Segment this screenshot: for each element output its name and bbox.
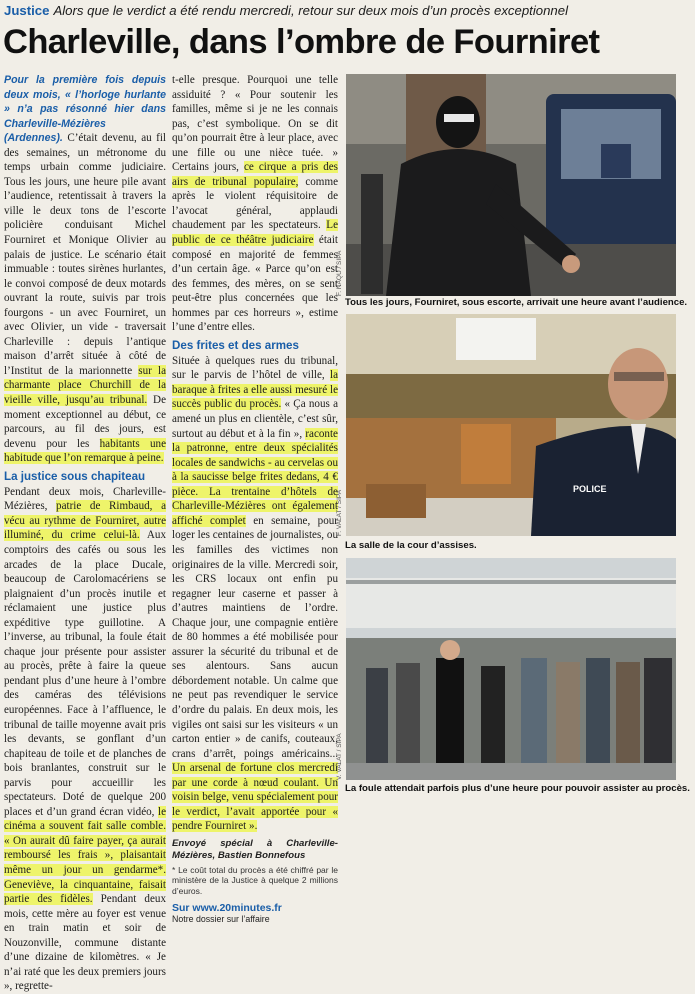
highlighted-text: sur la charmante place Churchill de la vieille ville, jusqu’au tribunal. xyxy=(4,364,166,407)
article-column-1 xyxy=(4,73,167,993)
body-text: en semaine, pour loger les centaines de journalistes, ou les familles des victimes non originaires de la ville. Mercredi soir, les CRS locaux ont enfin pu regagner leur caserne et passer à d’autres maintiens de l’ordre. Chaque jour, une compagnie entière de 80 hommes a été mobilisée pour assurer la sécurité du tribunal et de ses alentours. Sans aucun débordement notable. Un calme que ne peut pas revendiquer le service d’ordre du palais. En deux mois, les vigiles ont saisi sur les visiteurs « un carton entier » de canifs, couteaux, crans d’arrêt, poings américains... xyxy=(172,514,338,760)
subheading-chapiteau: La justice sous chapiteau xyxy=(4,469,146,483)
photo-caption-courtroom: La salle de la cour d’assises. xyxy=(345,540,477,551)
body-text: Pendant deux mois, cette mère au foyer est venue en train matin et soir de Nouzonville, commune distante d’une dizaine de kilomètres. « Je n’ai raté que les deux premiers jours », regrette- xyxy=(4,893,167,993)
photo-credit: F. VALAT / SIPA xyxy=(336,489,343,536)
body-text: t-elle presque. Pourquoi une telle assiduité ? « Pour soutenir les familles, même si je ne les connais pas, c’est symbolique. On se dit qu’on pourrait être à leur place, avec une fille ou une nièce tuée. » Certains jours, xyxy=(172,74,338,174)
highlighted-text: Le public de ce théâtre judiciaire xyxy=(172,219,338,247)
article-column-2 xyxy=(172,73,338,925)
body-text: « Ça nous a amené un plus en clientèle, c’est sûr, surtout au début et à la fin », xyxy=(172,398,338,440)
highlighted-text: le cinéma a souvent fait salle comble. « On aurait dû faire payer, ça aurait remboursé les frais », plaisantait même un jour un gendarme*. Geneviève, la cinquantaine, faisait partie des fidèles. xyxy=(4,805,166,906)
highlighted-text: habitants une habitude que l’on remarque à peine. xyxy=(4,437,167,465)
web-link-subtitle: Notre dossier sur l’affaire xyxy=(172,914,270,925)
photo-courtroom xyxy=(346,314,676,536)
highlighted-text: ce cirque a pris des airs de tribunal populaire, xyxy=(172,161,338,188)
body-text: était composé en majorité de femmes d’un certain âge. « Parce qu’on est des femmes, des mères, on se sent peut-être plus concernées que les hommes par ces horreurs », estime l’une d’entre elles. xyxy=(172,234,338,334)
body-text: Aux comptoirs des cafés ou sous les arcades de la place Ducale, beaucoup de Carolomacériens se plaignaient d’un procès inutile et réclamaient une justice plus expéditive type guillotine. A l’inverse, au tribunal, la foule était chaque jour présente pour assister au procès, prête à faire la queue pendant plus d’une heure à l’ombre des caméras des télévisions européennes. Face à l’affluence, le tribunal de taille moyenne avait pris les devants, se gonflant d’un chapiteau de toile et de planches de bois branlantes, construit sur le parvis pour accueillir les spectateurs. Doté de quelque 200 places et d’un grand écran vidéo, xyxy=(4,529,166,818)
kicker-line xyxy=(4,1,691,21)
highlighted-text: patrie de Rimbaud, a vécu au rythme de Fourniret, autre illuminé, du crime celui-là. xyxy=(4,500,166,542)
photo-credit: V. VALAT / SIPA xyxy=(336,733,343,780)
subheading-frites: Des frites et des armes xyxy=(172,338,299,352)
byline: Envoyé spécial à Charleville-Mézières, Bastien Bonnefous xyxy=(172,837,338,861)
web-link[interactable]: Sur www.20minutes.fr xyxy=(172,902,282,915)
body-text: Située à quelques rues du tribunal, sur le parvis de l’hôtel de ville, xyxy=(172,354,338,382)
highlighted-text: la baraque à frites a elle aussi mesuré le succès public du procès. xyxy=(172,369,338,411)
kicker-text: Alors que le verdict a été rendu mercredi, retour sur deux mois d’un procès exceptionnel xyxy=(53,3,569,18)
lead-paragraph: Pour la première fois depuis deux mois, « l’horloge hurlante » n’a pas résonné hier dans Charleville-Mézières (Ardennes). xyxy=(4,74,166,145)
footnote: * Le coût total du procès a été chiffré par le ministère de la Justice à quelque 2 millions d’euros. xyxy=(172,864,338,896)
highlighted-text: raconte la patronne, entre deux spécialités locales de sandwichs - au cervelas ou à la saucisse belge frites dedans, 4 € pièce. La trentaine d’hôtels de Charleville-Mézières ont également affiché complet xyxy=(172,427,338,527)
photo-credit: F. NAQU / SIPA xyxy=(336,250,343,296)
body-text: De moment exceptionnel au début, ce parcours, au fil des jours, est devenu pour les xyxy=(4,394,166,450)
body-text: C’était devenu, au fil des semaines, un métronome du temps urbain comme judiciaire. Tous les jours, une heure pile avant l’audience, retentissait à travers la ville le deux tons de l’escorte policière conduisant Michel Fourniret et Monique Olivier au palais de justice. Le scénario était immuable : toutes sirènes hurlantes, le convoi composé de deux motards ouvrant la route, suivis par trois fourgons - un avec Fourniret, un avec Olivier, un vide - traversait Charleville : depuis l’antique maison d’arrêt située à côté de l’Institut de la marionnette xyxy=(4,132,166,377)
section-label: Justice xyxy=(4,3,50,18)
photo-caption-escort: Tous les jours, Fourniret, sous escorte, arrivait une heure avant l’audience. xyxy=(345,297,688,308)
body-text: Pendant deux mois, Charleville-Mézières, xyxy=(4,485,166,513)
body-text: comme après le violent réquisitoire de l’avocat général, applaudi chaudement par les spectateurs. xyxy=(172,175,338,232)
highlighted-text: Un arsenal de fortune clos mercredi par une corde à nœud coulant. Un voisin belge, venu spécialement pour le verdict, l’avait apportée pour « pendre Fourniret ». xyxy=(172,762,338,833)
photo-escort xyxy=(346,74,676,296)
police-badge: POLICE xyxy=(573,484,607,494)
photo-crowd xyxy=(346,558,676,780)
photo-caption-crowd: La foule attendait parfois plus d’une heure pour pouvoir assister au procès. xyxy=(345,783,690,794)
headline: Charleville, dans l’ombre de Fourniret xyxy=(3,23,600,61)
